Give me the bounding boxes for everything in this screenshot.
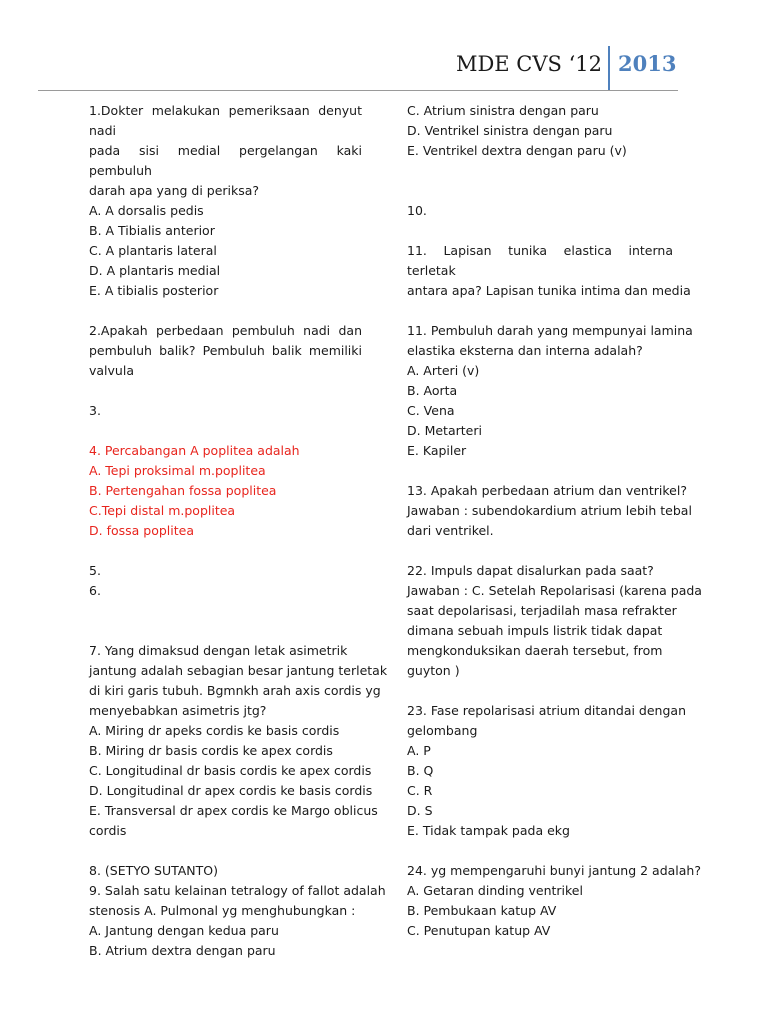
q22-line: saat depolarisasi, terjadilah masa refrakter <box>407 603 677 618</box>
q11a-line: antara apa? Lapisan tunika intima dan media <box>407 283 691 298</box>
q7-line: jantung adalah sebagian besar jantung terletak <box>89 663 388 678</box>
q8-line: 8. (SETYO SUTANTO) <box>89 863 219 878</box>
q11b-line: 11. Pembuluh darah yang mempunyai lamina <box>407 323 693 338</box>
q1-line: pada sisi medial pergelangan kaki pembuluh <box>89 143 362 178</box>
q22-line: dimana sebuah impuls listrik tidak dapat <box>407 623 663 638</box>
q11b-option: C. Vena <box>407 403 455 418</box>
q1-option: A. A dorsalis pedis <box>89 203 204 218</box>
q1-option: B. A Tibialis anterior <box>89 223 215 238</box>
q9-option: E. Ventrikel dextra dengan paru (v) <box>407 143 627 158</box>
q7-option: E. Transversal dr apex cordis ke Margo oblicus <box>89 803 378 818</box>
header-divider <box>608 46 610 90</box>
q6-number: 6. <box>89 583 101 598</box>
q7-option: A. Miring dr apeks cordis ke basis cordis <box>89 723 340 738</box>
q11b-line: elastika eksterna dan interna adalah? <box>407 343 643 358</box>
q7-option: B. Miring dr basis cordis ke apex cordis <box>89 743 333 758</box>
q4-option: B. Pertengahan fossa poplitea <box>89 483 277 498</box>
q1-line: darah apa yang di periksa? <box>89 183 260 198</box>
q23-option: C. R <box>407 783 433 798</box>
q24-option: B. Pembukaan katup AV <box>407 903 557 918</box>
q11b-option: D. Metarteri <box>407 423 482 438</box>
q1-option: D. A plantaris medial <box>89 263 221 278</box>
q7-line: di kiri garis tubuh. Bgmnkh arah axis cordis yg <box>89 683 381 698</box>
q10-number: 10. <box>407 203 427 218</box>
q23-option: B. Q <box>407 763 434 778</box>
q24-option: C. Penutupan katup AV <box>407 923 551 938</box>
q2-line: 2.Apakah perbedaan pembuluh nadi dan <box>89 323 362 338</box>
left-column <box>89 101 388 961</box>
q23-option: E. Tidak tampak pada ekg <box>407 823 570 838</box>
q2-line: valvula <box>89 363 134 378</box>
q11b-option: B. Aorta <box>407 383 458 398</box>
q7-line: menyebabkan asimetris jtg? <box>89 703 267 718</box>
q23-option: D. S <box>407 803 433 818</box>
header-year: 2013 <box>618 51 677 76</box>
q24-question: 24. yg mempengaruhi bunyi jantung 2 adalah? <box>407 863 701 878</box>
header-rule <box>38 90 678 91</box>
q9-option: B. Atrium dextra dengan paru <box>89 943 276 958</box>
q24-option: A. Getaran dinding ventrikel <box>407 883 583 898</box>
q7-option: cordis <box>89 823 127 838</box>
q9-line: stenosis A. Pulmonal yg menghubungkan : <box>89 903 356 918</box>
q13-line: dari ventrikel. <box>407 523 494 538</box>
q23-line: 23. Fase repolarisasi atrium ditandai dengan <box>407 703 686 718</box>
q5-number: 5. <box>89 563 101 578</box>
q9-line: 9. Salah satu kelainan tetralogy of fallot adalah <box>89 883 386 898</box>
q7-line: 7. Yang dimaksud dengan letak asimetrik <box>89 643 348 658</box>
q9-option: C. Atrium sinistra dengan paru <box>407 103 599 118</box>
q11b-option: E. Kapiler <box>407 443 467 458</box>
q13-line: 13. Apakah perbedaan atrium dan ventrikel? <box>407 483 687 498</box>
q9-option: D. Ventrikel sinistra dengan paru <box>407 123 613 138</box>
header-title: MDE CVS ‘12 <box>455 52 602 76</box>
q23-line: gelombang <box>407 723 478 738</box>
right-column <box>407 101 702 941</box>
page-header <box>0 46 768 90</box>
q4-question: 4. Percabangan A poplitea adalah <box>89 443 300 458</box>
q4-option: D. fossa poplitea <box>89 523 194 538</box>
q7-option: D. Longitudinal dr apex cordis ke basis cordis <box>89 783 373 798</box>
q1-option: C. A plantaris lateral <box>89 243 217 258</box>
q4-option: C.Tepi distal m.poplitea <box>89 503 236 518</box>
q22-line: mengkonduksikan daerah tersebut, from <box>407 643 663 658</box>
q4-option: A. Tepi proksimal m.poplitea <box>89 463 266 478</box>
q22-line: 22. Impuls dapat disalurkan pada saat? <box>407 563 654 578</box>
q11a-line: 11. Lapisan tunika elastica interna terletak <box>407 243 673 278</box>
q13-line: Jawaban : subendokardium atrium lebih tebal <box>407 503 692 518</box>
q1-option: E. A tibialis posterior <box>89 283 219 298</box>
q1-line: 1.Dokter melakukan pemeriksaan denyut nadi <box>89 103 362 138</box>
q3-number: 3. <box>89 403 101 418</box>
q7-option: C. Longitudinal dr basis cordis ke apex cordis <box>89 763 372 778</box>
q22-line: Jawaban : C. Setelah Repolarisasi (karena pada <box>407 583 702 598</box>
q23-option: A. P <box>407 743 431 758</box>
q9-option: A. Jantung dengan kedua paru <box>89 923 279 938</box>
q22-line: guyton ) <box>407 663 460 678</box>
q2-line: pembuluh balik? Pembuluh balik memiliki <box>89 343 362 358</box>
q11b-option: A. Arteri (v) <box>407 363 480 378</box>
